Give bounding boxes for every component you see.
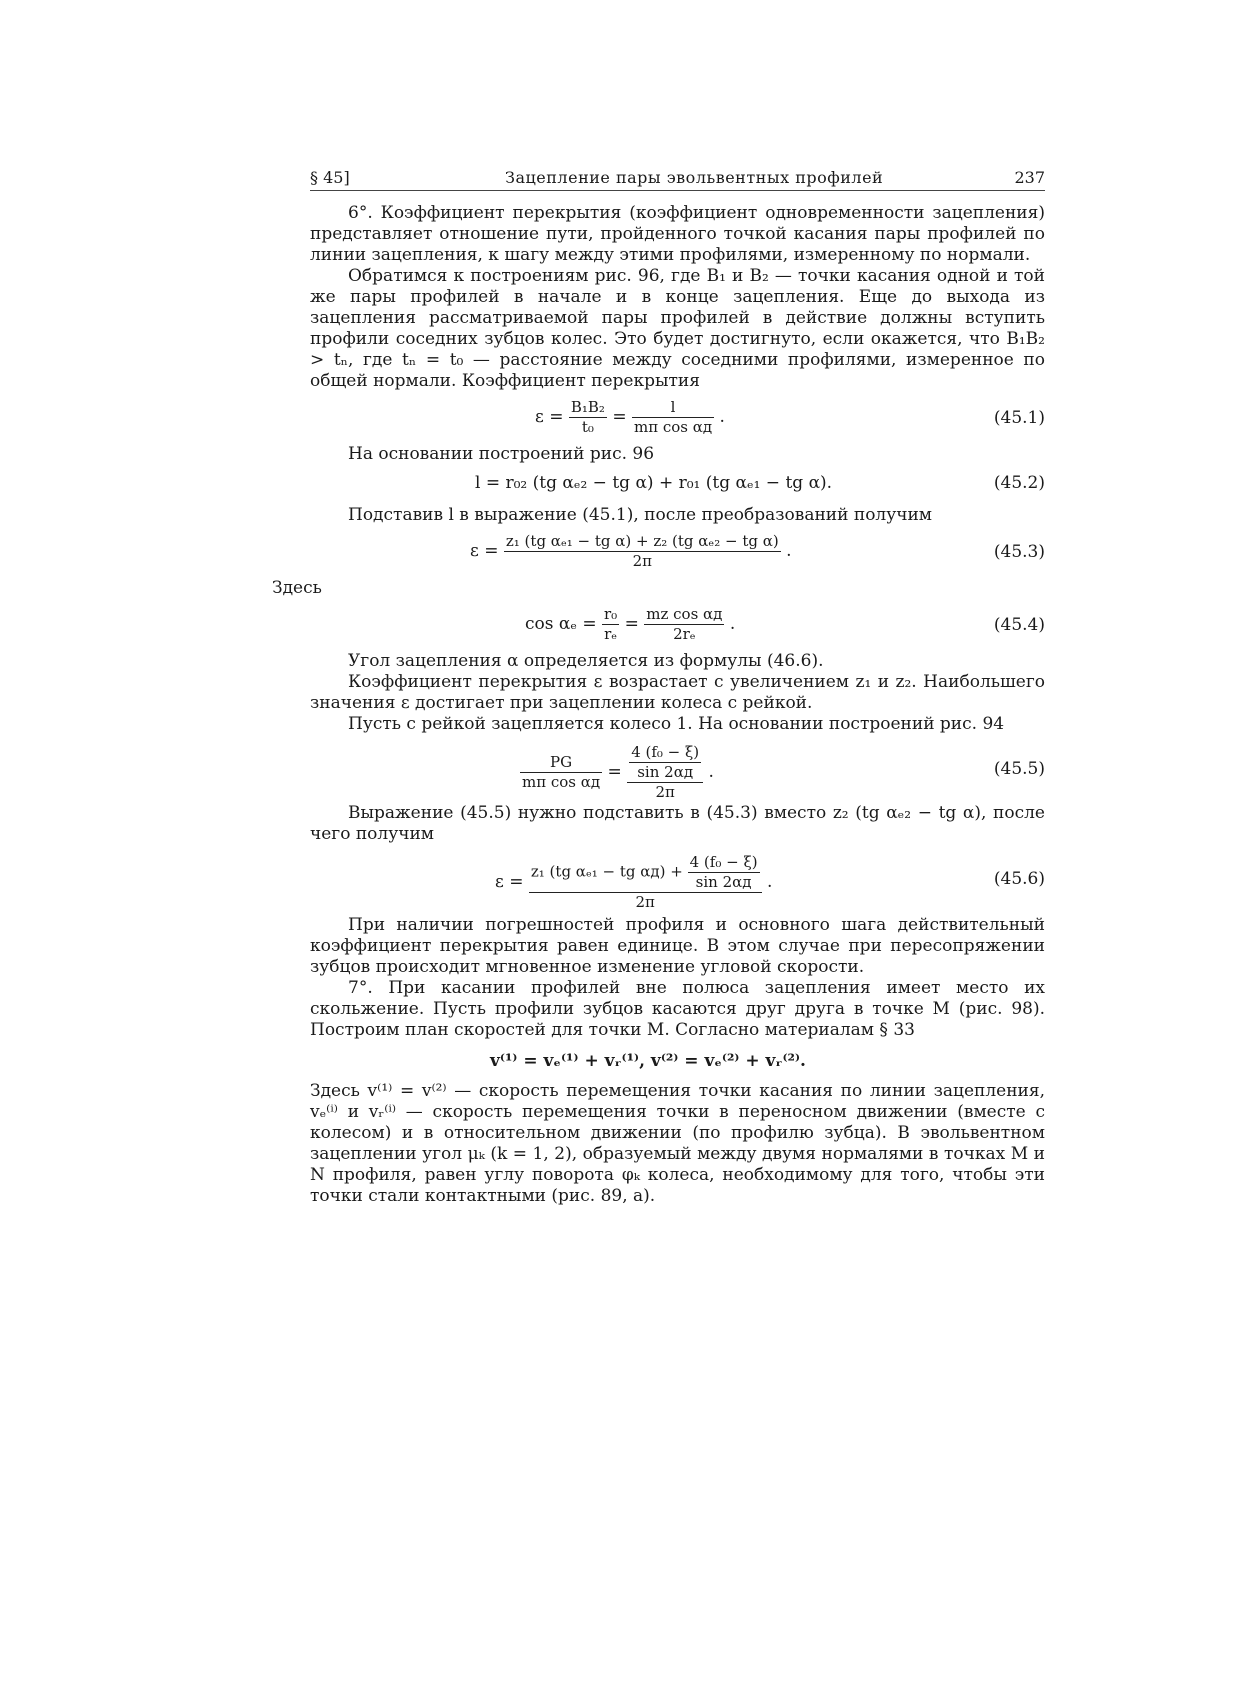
equation-velocities: v⁽¹⁾ = vₑ⁽¹⁾ + vᵣ⁽¹⁾, v⁽²⁾ = vₑ⁽²⁾ + vᵣ⁽²⁾. — [490, 1051, 806, 1071]
equation-45-3: ε = $\frac{\text{z₁ (tg αₑ₁ − tg α) + z₂ (tg αₑ₂ − tg α)}}{2\pi}$ . (45.3) — [470, 532, 1045, 570]
paragraph-here: Здесь — [272, 578, 322, 598]
page — [272, 168, 1045, 1207]
equation-number: (45.5) — [993, 759, 1045, 779]
paragraph-substitute: Подставив l в выражение (45.1), после преобразований получим — [348, 505, 933, 525]
equation-number: (45.4) — [993, 615, 1045, 635]
page-number: 237 — [1014, 168, 1045, 187]
equation-45-1: ε = $\frac{\text{B₁B₂}}{\text{t₀}}$ = $\frac{l}{\text{mπ cos αд}}$ . (45.1) — [535, 398, 1045, 436]
paragraph-errors: При наличии погрешностей профиля и основного шага действительный коэффициент перекрытия равен единице. В этом случае при пересопряжении зубцов происходит мгновенное изменение угловой скорости. — [310, 915, 1045, 977]
equation-45-5: $\frac{PG}{\text{mπ cos αд}}$ = $\frac{\frac{\text{4 (f₀ − ξ)}}{\sin 2\alpha д}}{2\pi}$ . (45.5) — [522, 743, 1045, 801]
equation-number: (45.6) — [993, 869, 1045, 889]
equation-45-4: cos αₑ = $\frac{\text{r₀}}{\text{rₑ}}$ = $\frac{\text{mz cos αд}}{\text{2rₑ}}$ . (45.4) — [525, 605, 1045, 643]
equation-number: (45.2) — [993, 473, 1045, 493]
paragraph-fig96: Обратимся к построениям рис. 96, где B₁ и B₂ — точки касания одной и той же пары профилей в начале и в конце зацепления. Еще до выхода из зацепления рассматриваемой пары профилей в действие должны вступить профили соседних зубцов колес. Это будет достигнуто, если окажется, что B₁B₂ > tₙ, где tₙ = t₀ — расстояние между соседними профилями, измеренное по общей нормали. Коэффициент перекрытия — [310, 266, 1045, 391]
paragraph-basis: На основании построений рис. 96 — [348, 444, 655, 464]
paragraph-angle: Угол зацепления α определяется из формулы (46.6). — [348, 651, 824, 671]
equation-45-2: l = r₀₂ (tg αₑ₂ − tg α) + r₀₁ (tg αₑ₁ − tg α). (45.2) — [475, 473, 1045, 493]
paragraph-expression: Выражение (45.5) нужно подставить в (45.3) вместо z₂ (tg αₑ₂ − tg α), после чего получим — [310, 803, 1045, 844]
paragraph-6: 6°. Коэффициент перекрытия (коэффициент одновременности зацепления) представляет отношение пути, пройденного точкой касания пары профилей по линии зацепления, к шагу между этими профилями, измеренному по нормали. — [310, 203, 1045, 265]
paragraph-increase: Коэффициент перекрытия ε возрастает с увеличением z₁ и z₂. Наибольшего значения ε достигает при зацеплении колеса с рейкой. — [310, 672, 1045, 713]
equation-45-6: ε = z₁ (tg αₑ₁ − tg αд) + $\frac{\text{4 (f₀ − ξ)}}{\sin 2\alpha д}$ 2π . (45.6) — [495, 853, 1045, 911]
equation-number: (45.3) — [993, 542, 1045, 562]
paragraph-velocity-explanation: Здесь v⁽¹⁾ = v⁽²⁾ — скорость перемещения точки касания по линии зацепления, vₑ⁽ⁱ⁾ и vᵣ⁽ⁱ⁾ — скорость перемещения точки в переносном движении (вместе с колесом) и в относительном движении (по профилю зубца). В эвольвентном зацеплении угол μₖ (k = 1, 2), образуемый между двумя нормалями в точках M и N профиля, равен углу поворота φₖ колеса, необходимому для того, чтобы эти точки стали контактными (рис. 89, a). — [310, 1081, 1045, 1206]
paragraph-rack: Пусть с рейкой зацепляется колесо 1. На основании построений рис. 94 — [348, 714, 1005, 734]
paragraph-7: 7°. При касании профилей вне полюса зацепления имеет место их скольжение. Пусть профили зубцов касаются друг друга в точке M (рис. 98). Построим план скоростей для точки M. Согласно материалам § 33 — [310, 978, 1045, 1040]
running-title: Зацепление пары эвольвентных профилей — [505, 168, 884, 187]
running-header — [310, 168, 1045, 191]
section-ref: § 45] — [310, 168, 350, 187]
equation-number: (45.1) — [993, 408, 1045, 428]
